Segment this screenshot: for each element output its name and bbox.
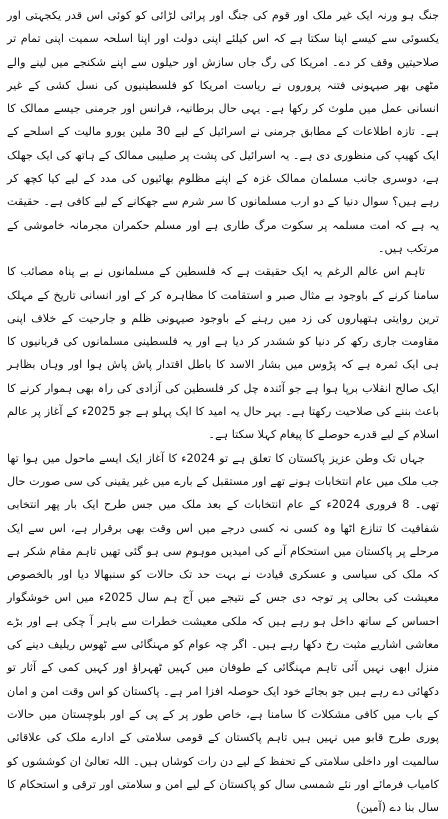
article-paragraph-2: تاہم اس عالم الرغم یہ ایک حقیقت ہے کہ فلسطین کے مسلمانوں نے بے پناہ مصائب کا سامنا کرنے کے باوجود بے مثال صبر و استقامت کا مظاہرہ کر کے اور انسانی تاریخ کے مہلک ترین روایتی ہتھیاروں کی زد میں رہنے کے باوجود صیہونی ظلم و جارحیت کے خلاف اپنی مقاومت جاری رکھ کر دنیا کو ششدر کر دیا ہے اور یہ فلسطینی مسلمانوں کی قربانیوں کا ہی ایک ثمرہ ہے کہ پڑوس میں بشار الاسد کا باطل اقتدار پاش پاش ہوا اور وہاں بظاہر ایک صالح انقلاب برپا ہوا ہے جو آئندہ چل کر فلسطین کی آزادی کی راہ بھی ہموار کرنے کا باعث بننے کی صلاحیت رکھتا ہے۔ بہر حال یہ امید کا ایک پہلو ہے جو 2025ء کے آغاز پر عالم اسلام کے لیے قدرے حوصلے کا پیغام کہلا سکتا ہے۔ <box>7 265 439 442</box>
article-paragraph-3: جہاں تک وطن عزیز پاکستان کا تعلق ہے تو 2024ء کا آغاز ایک ایسے ماحول میں ہوا تھا جب ملک میں عام انتخابات ہونے تھے اور مستقبل کے بارے میں غیر یقینی کی سی صورت حال تھی۔ 8 فروری 2024ء کے عام انتخابات کے بعد ملک میں جس طرح ایک بار پھر انتخابی شفافیت کا تنازع اٹھا وہ کسی نہ کسی درجے میں اس وقت بھی برقرار ہے، اس سے ایک مرحلے پر پاکستان میں استحکام آنے کی امیدیں موہوم سی ہو گئی تھیں تاہم مقام شکر ہے کہ ملک کی سیاسی و عسکری قیادت نے بہت حد تک حالات کو سنبھالا دیا اور بالخصوص معیشت کی بحالی پر توجہ دی جس کے نتیجے میں آج ہم سال 2025ء میں اس خوشگوار احساس کے ساتھ داخل ہو رہے ہیں کہ ملکی معیشت خطرات سے باہر آ چکی ہے اور بڑے معاشی اشاریے مثبت رخ دکھا رہے ہیں۔ اگر چہ عوام کو مہنگائی سے ٹھوس ریلیف دینے کی منزل ابھی نہیں آئی تاہم مہنگائی کے طوفان میں کہیں ٹھہراؤ اور کہیں کمی کے آثار تو دکھائی دے رہے ہیں جو بجائے خود ایک حوصلہ افزا امر ہے۔ پاکستان کو اس وقت امن و امان کے باب میں کافی مشکلات کا سامنا ہے، خاص طور پر کے پی کے اور بلوچستان میں حالات پوری طرح قابو میں نہیں ہیں تاہم پاکستان کے قومی سلامتی کے ادارے ملک کی علاقائی سالمیت اور داخلی سلامتی کے تحفظ کے لیے دن رات کوشاں ہیں۔ اللہ تعالیٰ ان کوششوں کو کامیاب فرمائے اور نئے شمسی سال کو پاکستان کے لیے امن و سلامتی اور ترقی و استحکام کا سال بنا دے (آمین) <box>7 451 439 815</box>
article-paragraph-1: جنگ ہو ورنہ ایک غیر ملک اور قوم کی جنگ اور پرائی لڑائی کو کوئی اس قدر یکجہتی اور یکسوئی سے کیسے اپنا سکتا ہے کہ اس کیلئے اپنی دولت اور اپنا اسلحہ سمیت اپنی تمام تر صلاحیتیں وقف کر دے۔ امریکا کی رگ جاں سازش اور حیلوں سے اپنے شکنجے میں لینے والے مٹھی بھر صیہونی فتنہ پروروں نے ریاست امریکا کو فلسطینیوں کی نسل کشی کے غیر انسانی عمل میں ملوث کر رکھا ہے۔ یہی حال برطانیہ، فرانس اور جرمنی جیسے ممالک کا ہے۔ تازہ اطلاعات کے مطابق جرمنی نے اسرائیل کے لیے 30 ملین یورو مالیت کے اسلحے کے ایک کھیپ کی منظوری دی ہے۔ یہ اسرائیل کی پشت پر صلیبی ممالک کے ہاتھ کی ایک جھلک ہے، دوسری جانب مسلمان ممالک غزہ کے اپنے مظلوم بھائیوں کی مدد کے لیے کیا کچھ کر رہے ہیں؟ سوال دنیا کے دو ارب مسلمانوں کا سر شرم سے جھکانے کے لیے کافی ہے۔ حقیقت یہ ہے کہ امت مسلمہ پر سکوت مرگ طاری ہے اور مسلم حکمران مجرمانہ خاموشی کے مرتکب ہیں۔ <box>7 9 440 255</box>
